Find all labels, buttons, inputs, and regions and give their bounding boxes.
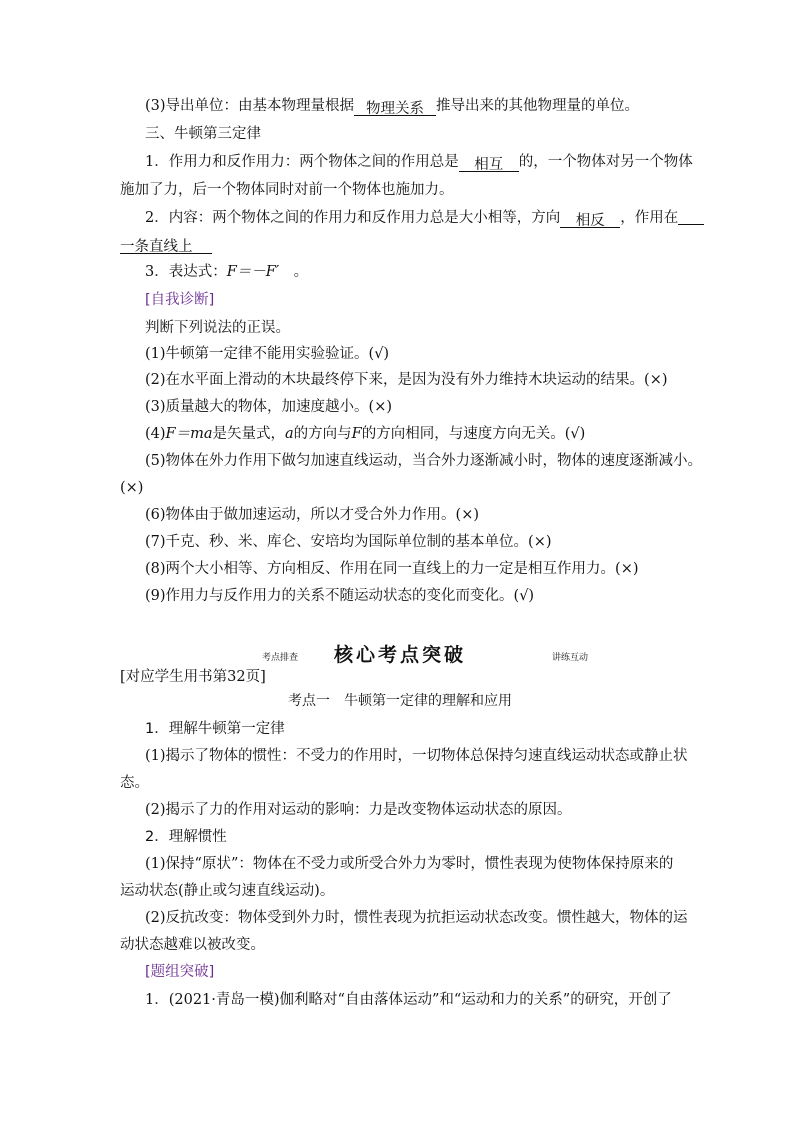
answer-text: 一条直线上 [120,239,193,255]
list-item-continued: (×) [120,480,144,496]
topic-title: 考点一 牛顿第一定律的理解和应用 [288,693,512,709]
paragraph-line: (1)揭示了物体的惯性：不受力的作用时，一切物体总保持匀速直线运动状态或静止状 [145,748,688,764]
text-span: 2．内容：两个物体之间的作用力和反作用力总是大小相等，方向 [145,210,561,226]
list-item: (1)牛顿第一定律不能用实验验证。(√) [145,346,390,362]
formula: F＝ma [165,426,213,442]
exercise-tag: [题组突破] [145,964,215,980]
list-item: (9)作用力与反作用力的关系不随运动状态的变化而变化。(√) [145,588,535,604]
derived-units-line [145,96,705,116]
self-check-intro: 判断下列说法的正误。 [145,320,290,336]
paragraph-line: 动状态越难以被改变。 [120,937,265,953]
list-item: (8)两个大小相等、方向相反、作用在同一直线上的力一定是相互作用力。(×) [145,561,639,577]
text-span: (4) [145,426,166,442]
paragraph-line: 态。 [120,775,149,791]
answer-blank [354,99,436,116]
self-check-tag: [自我诊断] [145,292,215,308]
text-span: 。 [293,264,309,280]
paragraph-line: 运动状态(静止或匀速直线运动)。 [120,883,335,899]
list-item [145,424,705,444]
list-item: (6)物体由于做加速运动，所以才受合外力作用。(×) [145,507,480,523]
answer-blank [120,237,212,254]
page-reference: [对应学生用书第32页] [120,669,266,685]
answer-blank [560,211,620,228]
formula: F [351,426,362,442]
answer-blank [678,208,704,225]
answer-text: 物理关系 [366,101,425,117]
list-item: (7)千克、秒、米、库仑、安培均为国际单位制的基本单位。(×) [145,534,552,550]
formula-line [145,262,705,282]
subheading: 1．理解牛顿第一定律 [145,721,285,737]
banner-left-label: 考点排查 [262,653,299,663]
text-span: (3)导出单位：由基本物理量根据 [145,98,355,114]
subheading: 2．理解惯性 [145,829,227,845]
text-span: 的方向相同，与速度方向无关。(√) [361,426,586,442]
list-item: (5)物体在外力作用下做匀加速直线运动，当合外力逐渐减小时，物体的速度逐渐减小。 [145,453,703,469]
paragraph-line: (1)保持“原状”：物体在不受力或所受合外力为零时，惯性表现为使物体保持原来的 [145,856,674,872]
answer-text: 相反 [575,213,605,229]
text-span: 3．表达式： [145,264,227,280]
paragraph-line [120,234,680,254]
paragraph-line: (2)揭示了力的作用对运动的影响：力是改变物体运动状态的原因。 [145,802,572,818]
paragraph-line [145,152,705,172]
banner-title: 核心考点突破 [333,644,466,666]
banner-right-label: 讲练互动 [552,653,589,663]
text-span: 推导出来的其他物理量的单位。 [436,98,640,114]
section-title: 三、牛顿第三定律 [145,126,261,142]
formula: F＝－F′ [226,264,280,280]
text-span: 的方向与 [293,426,352,442]
text-span: ，作用在 [620,210,679,226]
paragraph-line: 施加了力，后一个物体同时对前一个物体也施加力。 [120,182,454,198]
section-banner [120,640,680,668]
list-item: (2)在水平面上滑动的木块最终停下来，是因为没有外力维持木块运动的结果。(×) [145,372,668,388]
text-span: 的，一个物体对另一个物体 [518,154,693,170]
paragraph-line [145,208,705,228]
text-span: 1．作用力和反作用力：两个物体之间的作用总是 [145,154,459,170]
list-item: (3)质量越大的物体，加速度越小。(×) [145,399,393,415]
answer-blank [459,155,519,172]
question-line: 1．(2021·青岛一模)伽利略对“自由落体运动”和“运动和力的关系”的研究，开创了 [145,992,672,1008]
answer-text: 相互 [474,157,504,173]
text-span: 是矢量式， [212,426,286,442]
formula: a [285,426,294,442]
paragraph-line: (2)反抗改变：物体受到外力时，惯性表现为抗拒运动状态改变。惯性越大，物体的运 [145,910,688,926]
